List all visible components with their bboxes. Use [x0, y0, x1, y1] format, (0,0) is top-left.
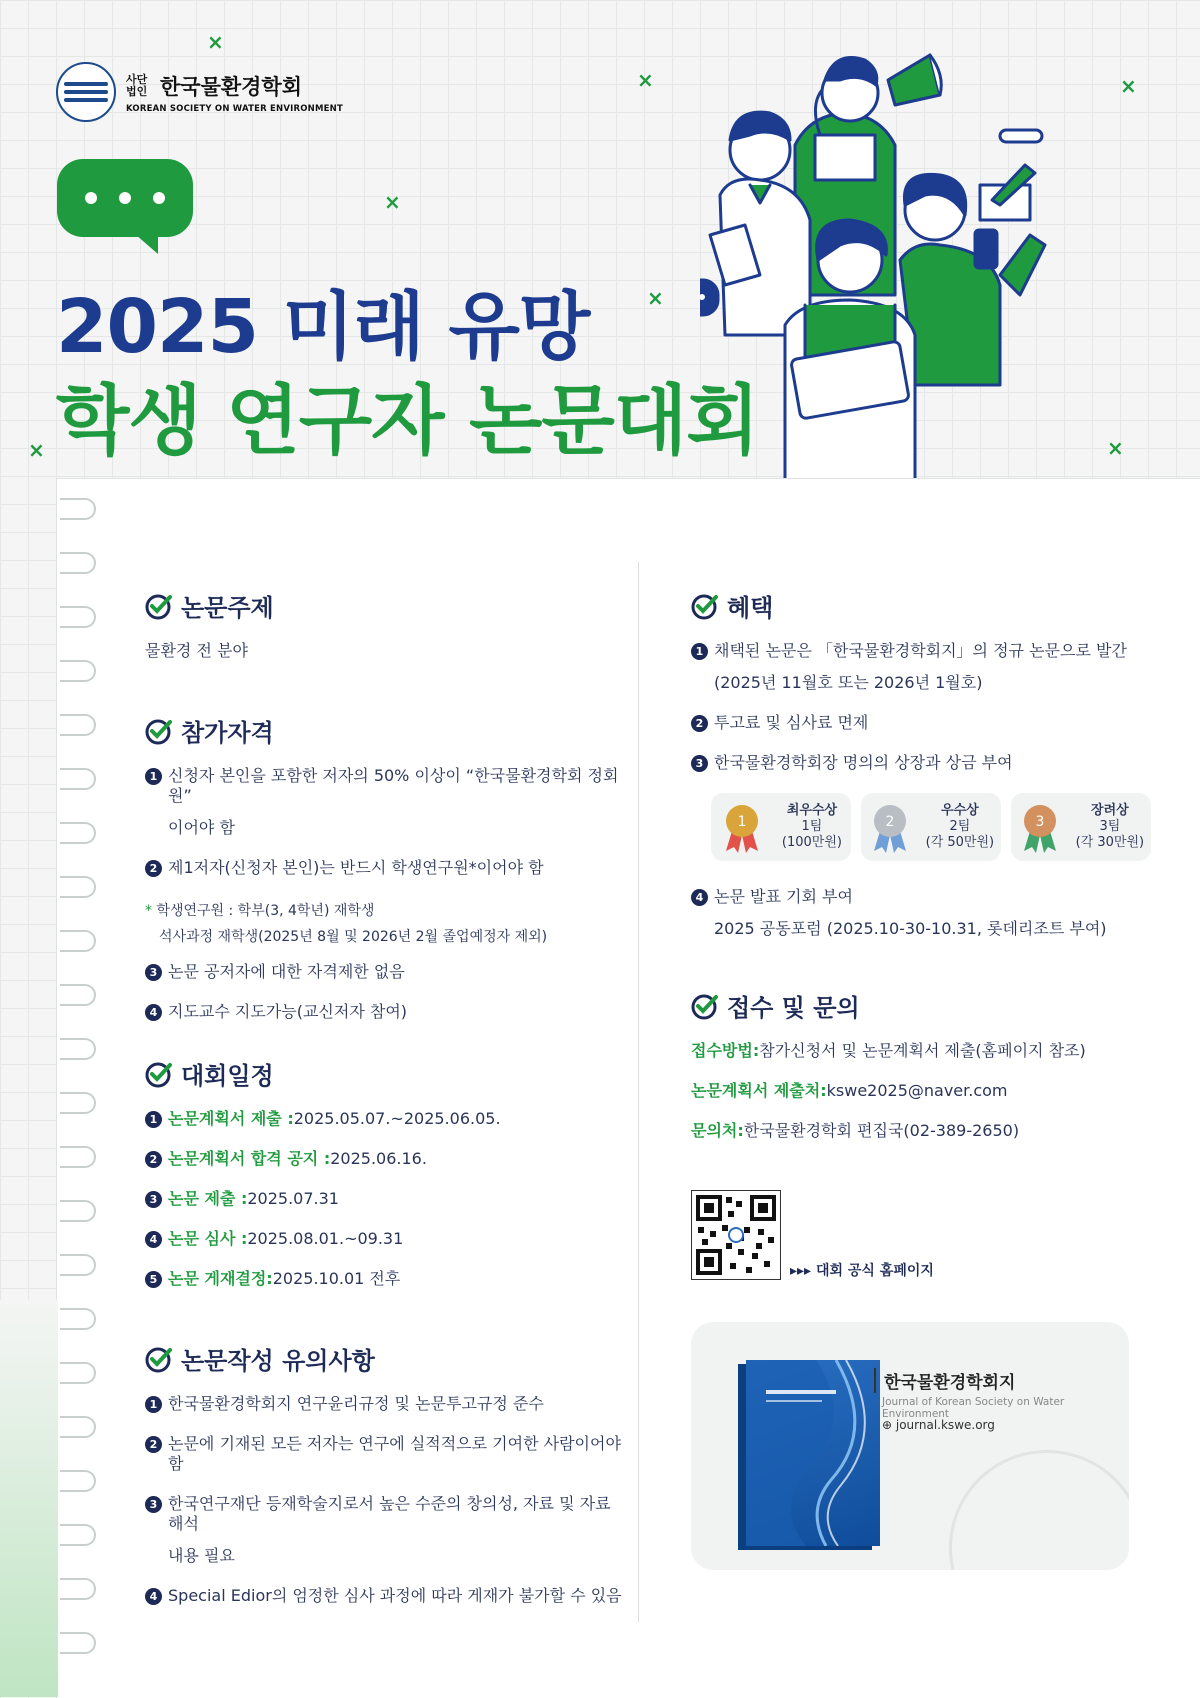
- cross-decoration: ×: [647, 286, 664, 310]
- spiral-ring: [60, 1038, 96, 1060]
- page-title-line2: 학생 연구자 논문대회: [56, 376, 759, 465]
- spiral-ring: [60, 1632, 96, 1654]
- org-emblem-icon: [56, 62, 116, 122]
- spiral-ring: [60, 606, 96, 628]
- org-logo[interactable]: [56, 62, 343, 122]
- spiral-ring: [60, 1254, 96, 1276]
- silver-medal-icon: [868, 801, 912, 853]
- spiral-ring: [60, 768, 96, 790]
- list-item: 1 신청자 본인을 포함한 저자의 50% 이상이 “한국물환경학회 정회원”: [145, 766, 625, 806]
- spiral-ring: [60, 1362, 96, 1384]
- student-researcher-note: * 학생연구원 : 학부(3, 4학년) 재학생 석사과정 재학생(2025년 8월 및 2026년 2월 졸업예정자 제외): [145, 903, 548, 945]
- journal-card[interactable]: [691, 1322, 1129, 1570]
- list-item: 4 지도교수 지도가능(교신저자 참여): [145, 1002, 625, 1022]
- writing-notes-title: 논문작성 유의사항: [181, 1347, 375, 1375]
- spiral-ring: [60, 822, 96, 844]
- cross-decoration: ×: [207, 30, 224, 54]
- spiral-ring: [60, 1578, 96, 1600]
- journal-name: 한국물환경학회지: [874, 1368, 1015, 1393]
- contact-section: [691, 988, 1161, 1161]
- list-item: 2 투고료 및 심사료 면제: [691, 713, 1151, 733]
- org-english-name: KOREAN SOCIETY ON WATER ENVIRONMENT: [126, 103, 343, 114]
- svg-text:2: 2: [885, 814, 895, 830]
- cross-decoration: ×: [1120, 74, 1137, 98]
- contact-row: 접수방법: 참가신청서 및 논문계획서 제출(홈페이지 참조): [691, 1041, 1086, 1060]
- page-title-line1: 2025 미래 유망: [56, 284, 590, 370]
- list-item-continued: 내용 필요: [168, 1546, 235, 1565]
- check-circle-icon: [145, 1345, 173, 1373]
- spiral-ring: [60, 660, 96, 682]
- spiral-ring: [60, 1416, 96, 1438]
- list-item: 1 채택된 논문은 「한국물환경학회지」의 정규 논문으로 발간: [691, 641, 1151, 661]
- schedule-item: 5 논문 게재결정: 2025.10.01 전후: [145, 1269, 615, 1289]
- journal-url[interactable]: ⊕ journal.kswe.org: [882, 1418, 995, 1432]
- journal-cover-image: [746, 1360, 880, 1546]
- column-divider: [638, 562, 639, 1622]
- eligibility-section: [145, 713, 625, 1042]
- cross-decoration: ×: [1107, 436, 1124, 460]
- spiral-ring: [60, 1470, 96, 1492]
- list-item-continued: 2025 공동포럼 (2025.10-30-10.31, 롯데리조트 부여): [714, 919, 1107, 938]
- svg-text:1: 1: [737, 814, 747, 830]
- contact-email-row[interactable]: 논문계획서 제출처: kswe2025@naver.com: [691, 1081, 1008, 1100]
- topic-section: [145, 588, 615, 681]
- topic-body: 물환경 전 분야: [145, 641, 248, 660]
- list-item: 1 한국물환경학회지 연구윤리규정 및 논문투고규정 준수: [145, 1394, 625, 1414]
- spiral-ring: [60, 930, 96, 952]
- spiral-ring: [60, 984, 96, 1006]
- schedule-item: 4 논문 심사 : 2025.08.01.~09.31: [145, 1229, 615, 1249]
- schedule-title: 대회일정: [181, 1062, 274, 1090]
- gold-medal-icon: [720, 801, 764, 853]
- list-item: 4 Special Edior의 엄정한 심사 과정에 따라 게재가 불가할 수 있음: [145, 1586, 625, 1606]
- benefits-section: [691, 588, 1151, 959]
- journal-english-name: Journal of Korean Society on Water Environment: [882, 1396, 1065, 1420]
- contact-title: 접수 및 문의: [727, 994, 860, 1022]
- check-circle-icon: [691, 592, 719, 620]
- schedule-section: [145, 1056, 615, 1309]
- green-fade-decoration: [0, 1300, 58, 1697]
- spiral-ring: [60, 1524, 96, 1546]
- award-card: 3 장려상 3팀 (각 30만원): [1011, 793, 1151, 861]
- list-item: 2 논문에 기재된 모든 저자는 연구에 실적적으로 기여한 사람이어야 함: [145, 1434, 625, 1474]
- check-circle-icon: [145, 1060, 173, 1088]
- list-item-continued: (2025년 11월호 또는 2026년 1월호): [714, 673, 983, 692]
- spiral-binding: [60, 498, 94, 1688]
- schedule-item: 1 논문계획서 제출 : 2025.05.07.~2025.06.05.: [145, 1109, 615, 1129]
- list-item: 3 한국물환경학회장 명의의 상장과 상금 부여: [691, 753, 1151, 773]
- list-item: 3 한국연구재단 등재학술지로서 높은 수준의 창의성, 자료 및 자료 해석: [145, 1494, 625, 1534]
- check-circle-icon: [145, 717, 173, 745]
- svg-text:3: 3: [1035, 814, 1045, 830]
- list-item: 2 제1저자(신청자 본인)는 반드시 학생연구원*이어야 함: [145, 858, 625, 878]
- spiral-ring: [60, 714, 96, 736]
- org-type-label: 사단 법인: [126, 72, 148, 98]
- award-card: 1 최우수상 1팀 (100만원): [711, 793, 851, 861]
- writing-notes-section: [145, 1341, 625, 1626]
- check-circle-icon: [691, 992, 719, 1020]
- spiral-ring: [60, 1200, 96, 1222]
- schedule-item: 2 논문계획서 합격 공지 : 2025.06.16.: [145, 1149, 615, 1169]
- qr-code-icon[interactable]: [691, 1190, 781, 1280]
- spiral-ring: [60, 498, 96, 520]
- check-circle-icon: [145, 592, 173, 620]
- list-item-continued: 이어야 함: [168, 818, 235, 837]
- topic-title: 논문주제: [181, 594, 274, 622]
- spiral-ring: [60, 876, 96, 898]
- contact-row: 문의처: 한국물환경학회 편집국(02-389-2650): [691, 1121, 1020, 1140]
- awards-row: [711, 793, 1151, 861]
- schedule-item: 3 논문 제출 : 2025.07.31: [145, 1189, 615, 1209]
- list-item: 4 논문 발표 기회 부여: [691, 887, 1151, 907]
- eligibility-title: 참가자격: [181, 719, 274, 747]
- cross-decoration: ×: [637, 68, 654, 92]
- cross-decoration: ×: [384, 190, 401, 214]
- official-homepage-link[interactable]: ▸▸▸ 대회 공식 홈페이지: [790, 1263, 934, 1279]
- speech-bubble-dots: [57, 159, 193, 237]
- bronze-medal-icon: [1018, 801, 1062, 853]
- spiral-ring: [60, 1092, 96, 1114]
- list-item: 3 논문 공저자에 대한 자격제한 없음: [145, 962, 625, 982]
- spiral-ring: [60, 1146, 96, 1168]
- org-name: 한국물환경학회: [160, 74, 303, 99]
- cross-decoration: ×: [28, 438, 45, 462]
- award-card: 2 우수상 2팀 (각 50만원): [861, 793, 1001, 861]
- students-illustration: [700, 35, 1140, 480]
- benefits-title: 혜택: [727, 594, 774, 622]
- spiral-ring: [60, 1308, 96, 1330]
- society-seal-watermark: [949, 1450, 1129, 1570]
- spiral-ring: [60, 552, 96, 574]
- globe-icon: ⊕: [882, 1418, 896, 1432]
